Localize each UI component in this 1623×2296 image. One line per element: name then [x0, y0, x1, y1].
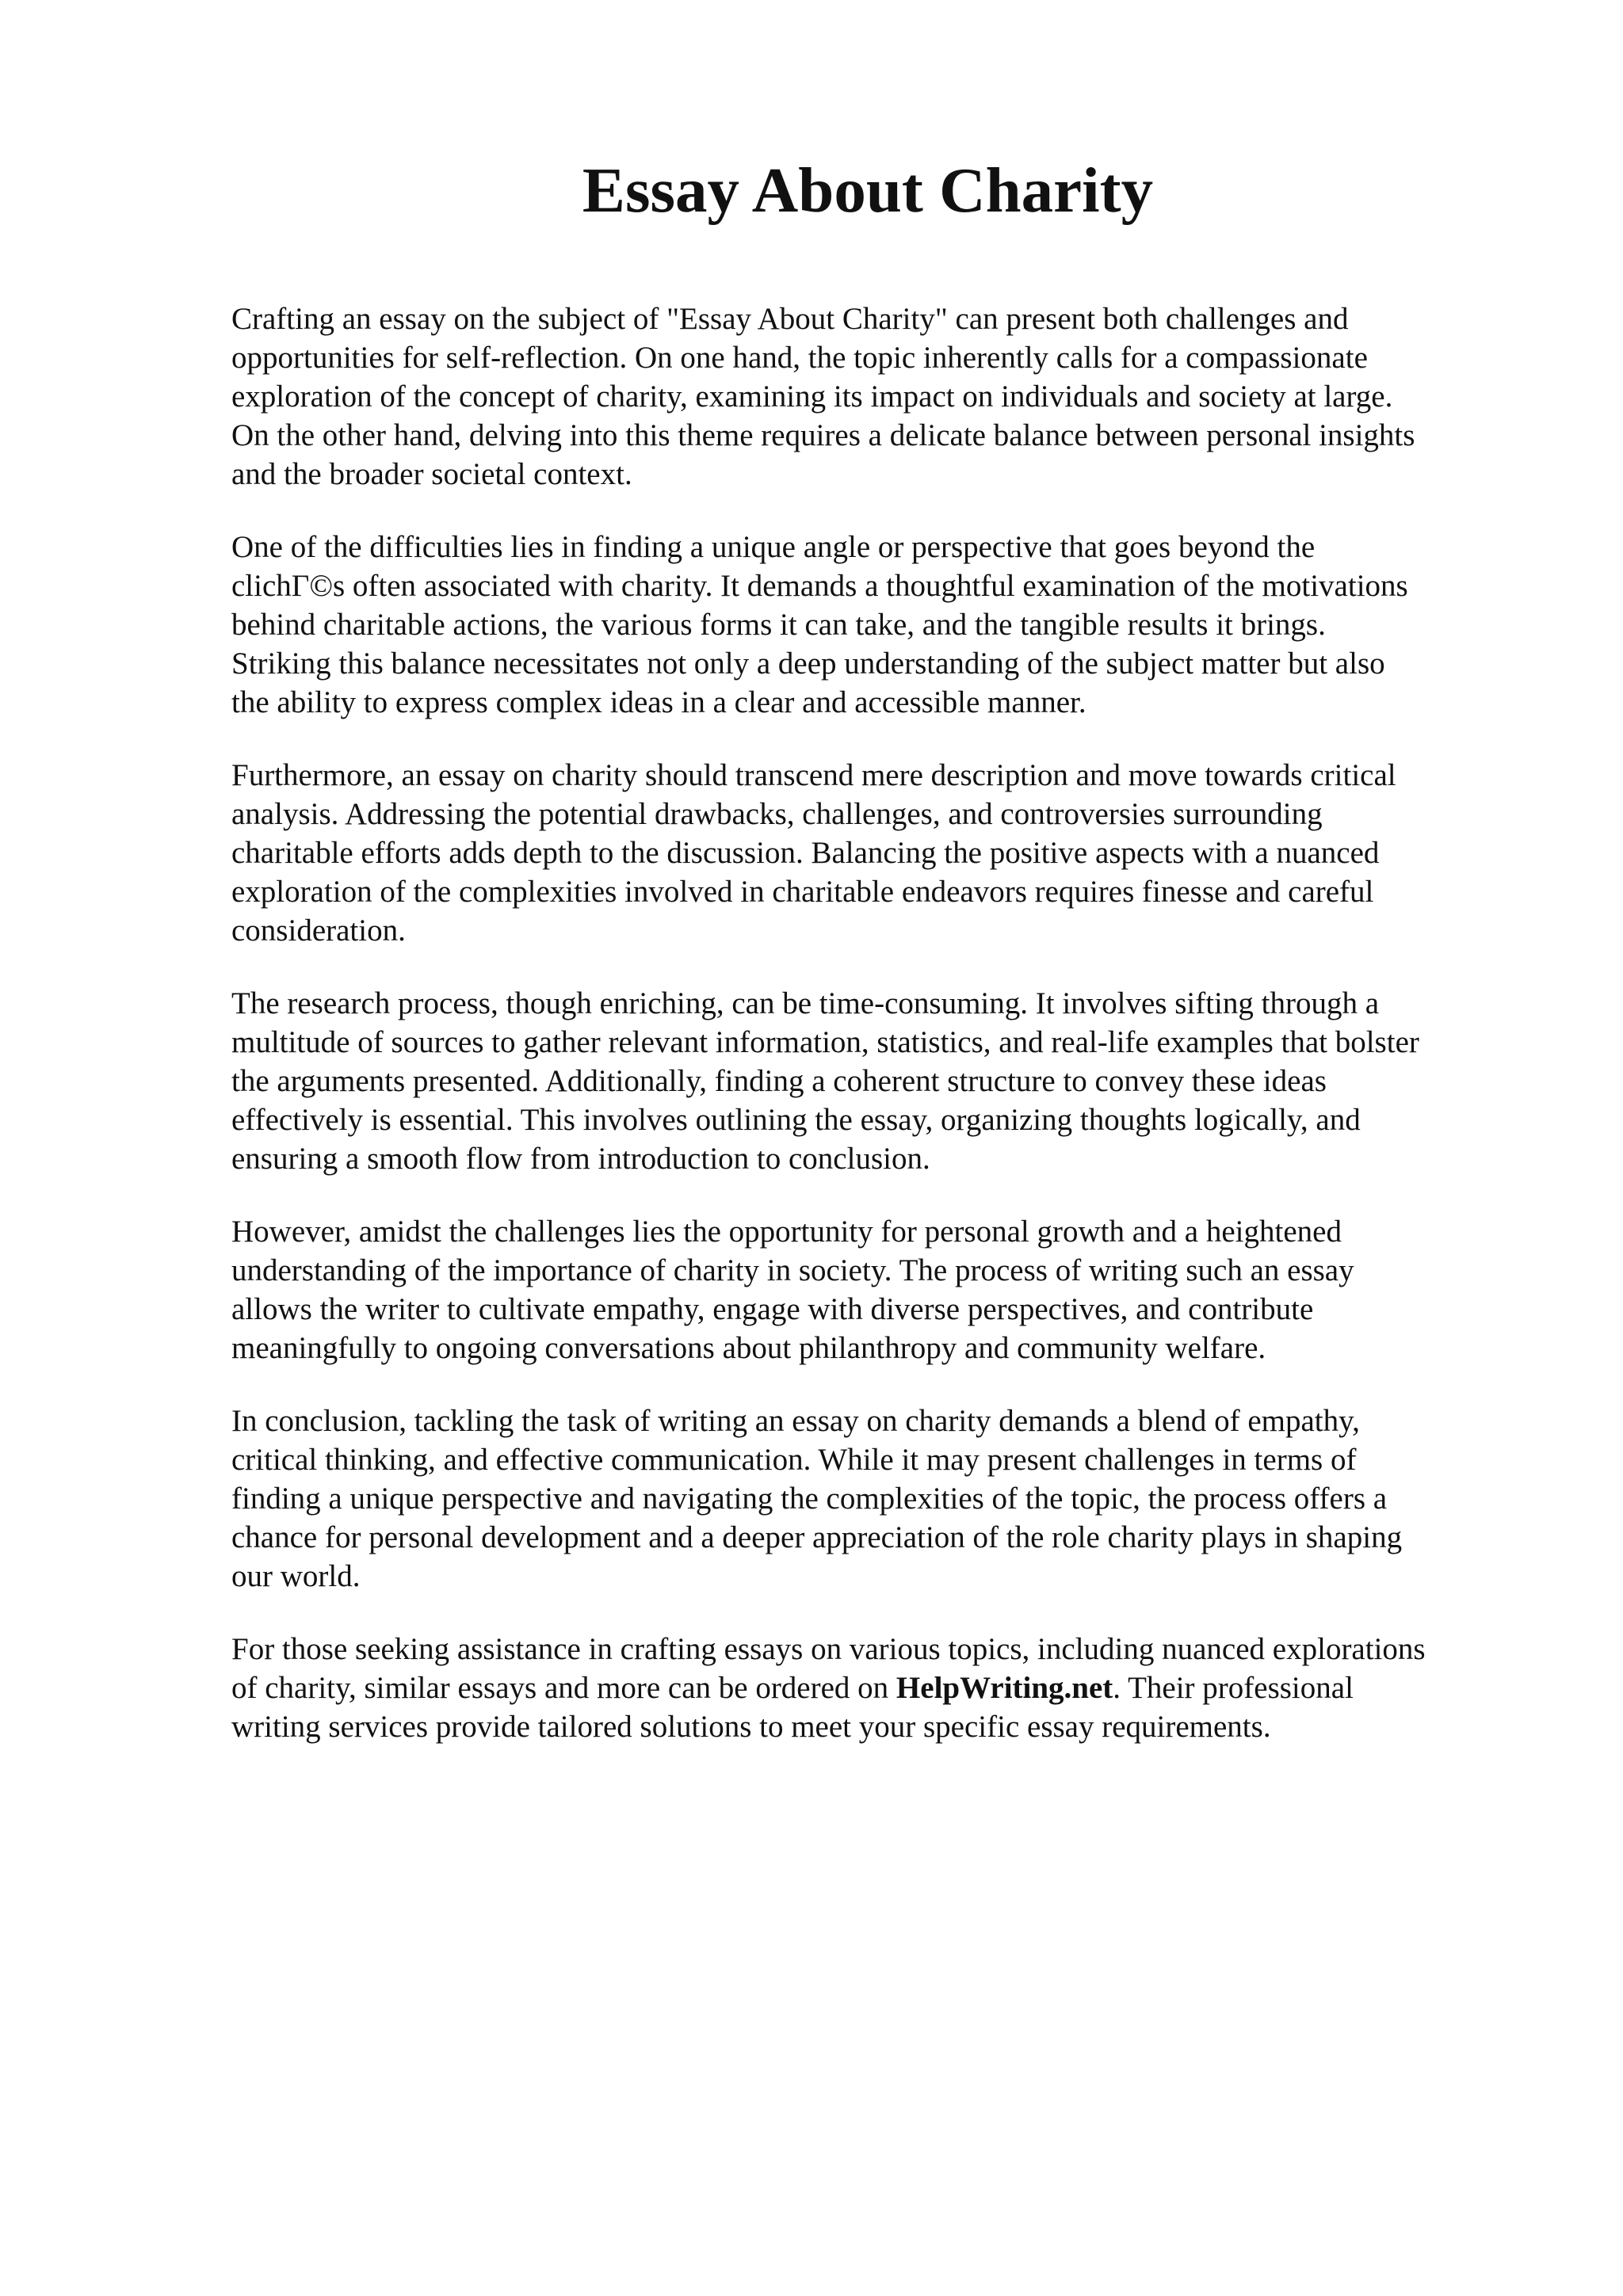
paragraph-intro: Crafting an essay on the subject of "Essay About Charity" can present both challenges and opportunities for self-reflection. On one hand, the topic inherently calls for a compassionate exploration of the concept of charity, examining its impact on individuals and society at large. On the other hand, delving into this theme requires a delicate balance between personal insights and the broader societal context.: [231, 302, 1415, 491]
paragraph-personal-growth: However, amidst the challenges lies the opportunity for personal growth and a heightened understanding of the importance of charity in society. The process of writing such an essay allows the writer to cultivate empathy, engage with diverse perspectives, and contribute meaningfully to ongoing conversations about philanthropy and community welfare.: [231, 1215, 1354, 1365]
paragraph-conclusion: In conclusion, tackling the task of writing an essay on charity demands a blend of empathy, critical thinking, and effective communication. While it may present challenges in terms of finding a unique perspective and navigating the complexities of the topic, the process offers a chance for personal development and a deeper appreciation of the role charity plays in shaping our world.: [231, 1404, 1403, 1593]
brand-name: HelpWriting.net: [896, 1671, 1113, 1705]
closing-text-after: . Their professional writing services provide tailored solutions to meet your specific essay requirements.: [231, 1671, 1354, 1744]
document-title: Essay About Charity: [582, 154, 1154, 226]
closing-text-before: For those seeking assistance in crafting essays on various topics, including nuanced explorations of charity, similar essays and more can be ordered on: [231, 1632, 1426, 1705]
document-body: [231, 299, 1515, 1780]
paragraph-research: The research process, though enriching, can be time-consuming. It involves sifting through a multitude of sources to gather relevant information, statistics, and real-life examples that bolster the arguments presented. Additionally, finding a coherent structure to convey these ideas effectively is essential. This involves outlining the essay, organizing thoughts logically, and ensuring a smooth flow from introduction to conclusion.: [231, 986, 1419, 1176]
paragraph-critical-analysis: Furthermore, an essay on charity should transcend mere description and move towards critical analysis. Addressing the potential drawbacks, challenges, and controversies surrounding charitable efforts adds depth to the discussion. Balancing the positive aspects with a nuanced exploration of the complexities involved in charitable endeavors requires finesse and careful consideration.: [231, 758, 1396, 948]
paragraph-closing: [231, 1630, 1515, 1746]
paragraph-difficulties: One of the difficulties lies in finding a unique angle or perspective that goes beyond the clichΓ©s often associated with charity. It demands a thoughtful examination of the motivations behind charitable actions, the various forms it can take, and the tangible results it brings. Striking this balance necessitates not only a deep understanding of the subject matter but also the ability to express complex ideas in a clear and accessible manner.: [231, 530, 1408, 719]
